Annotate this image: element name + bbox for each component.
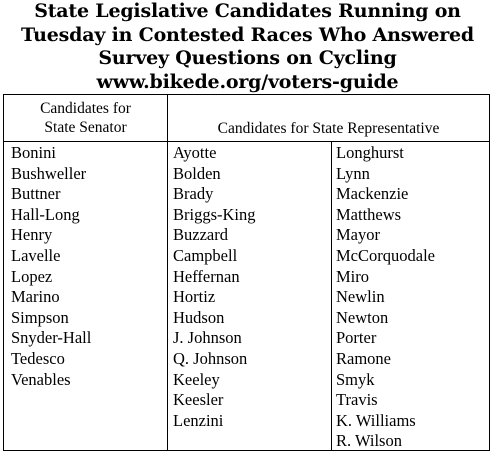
senator-header-line-2: State Senator (44, 119, 127, 136)
candidate-name: Bonini (11, 143, 56, 162)
document-title (0, 0, 495, 94)
senator-list (11, 143, 91, 390)
candidate-name: Simpson (11, 307, 69, 327)
candidate-name: Lavelle (11, 245, 61, 265)
candidate-name: Briggs-King (173, 204, 256, 224)
candidate-name: Matthews (336, 204, 402, 224)
candidate-name: J. Johnson (173, 328, 242, 348)
candidate-name: Snyder-Hall (11, 328, 92, 348)
candidate-name: Lenzini (173, 410, 224, 430)
candidate-name: R. Wilson (336, 431, 402, 451)
title-line-2: Tuesday in Contested Races Who Answered (20, 23, 475, 46)
candidate-name: McCorquodale (336, 245, 435, 265)
candidate-name: Lopez (11, 266, 53, 286)
candidate-name: Miro (336, 266, 369, 286)
candidate-name: Hortiz (173, 287, 216, 307)
candidate-name: Ramone (336, 348, 391, 368)
senator-header-line-1: Candidates for (40, 100, 131, 117)
candidate-name: Buzzard (173, 225, 228, 245)
candidate-name: Heffernan (173, 266, 240, 286)
candidate-name: Venables (11, 369, 71, 389)
senator-header (4, 99, 167, 137)
candidate-name: Bushweller (11, 163, 87, 183)
candidate-name: Marino (11, 287, 60, 307)
header-divider (4, 141, 489, 142)
candidate-name: Ayotte (173, 143, 217, 162)
candidate-name: Porter (336, 328, 377, 348)
candidate-name: Longhurst (336, 143, 404, 162)
representative-list-1 (173, 143, 256, 431)
candidate-name: Newton (336, 307, 389, 327)
candidate-name: Brady (173, 184, 214, 204)
candidate-name: Newlin (336, 287, 385, 307)
candidate-name: Hall-Long (11, 204, 80, 224)
representative-list-2 (336, 143, 435, 452)
candidate-name: Bolden (173, 163, 221, 183)
candidate-name: Travis (336, 390, 378, 410)
candidate-name: Lynn (336, 163, 370, 183)
candidate-name: Buttner (11, 184, 61, 204)
candidate-name: Smyk (336, 369, 375, 389)
candidates-table (3, 94, 490, 451)
candidate-name: Hudson (173, 307, 225, 327)
candidate-name: Keeley (173, 369, 220, 389)
title-line-1: State Legislative Candidates Running on (34, 0, 461, 22)
representative-header: Candidates for State Representative (217, 120, 440, 137)
candidate-name: Campbell (173, 245, 238, 265)
senator-column-divider (167, 95, 168, 450)
candidate-name: Henry (11, 225, 53, 245)
candidate-name: Mayor (336, 225, 380, 245)
candidate-name: Keesler (173, 390, 224, 410)
candidate-name: Tedesco (11, 348, 65, 368)
candidate-name: Q. Johnson (173, 348, 248, 368)
candidate-name: K. Williams (336, 410, 416, 430)
representative-column-divider (331, 141, 332, 450)
candidate-name: Mackenzie (336, 184, 409, 204)
title-url: www.bikede.org/voters-guide (96, 70, 399, 93)
title-line-3: Survey Questions on Cycling (98, 47, 397, 69)
